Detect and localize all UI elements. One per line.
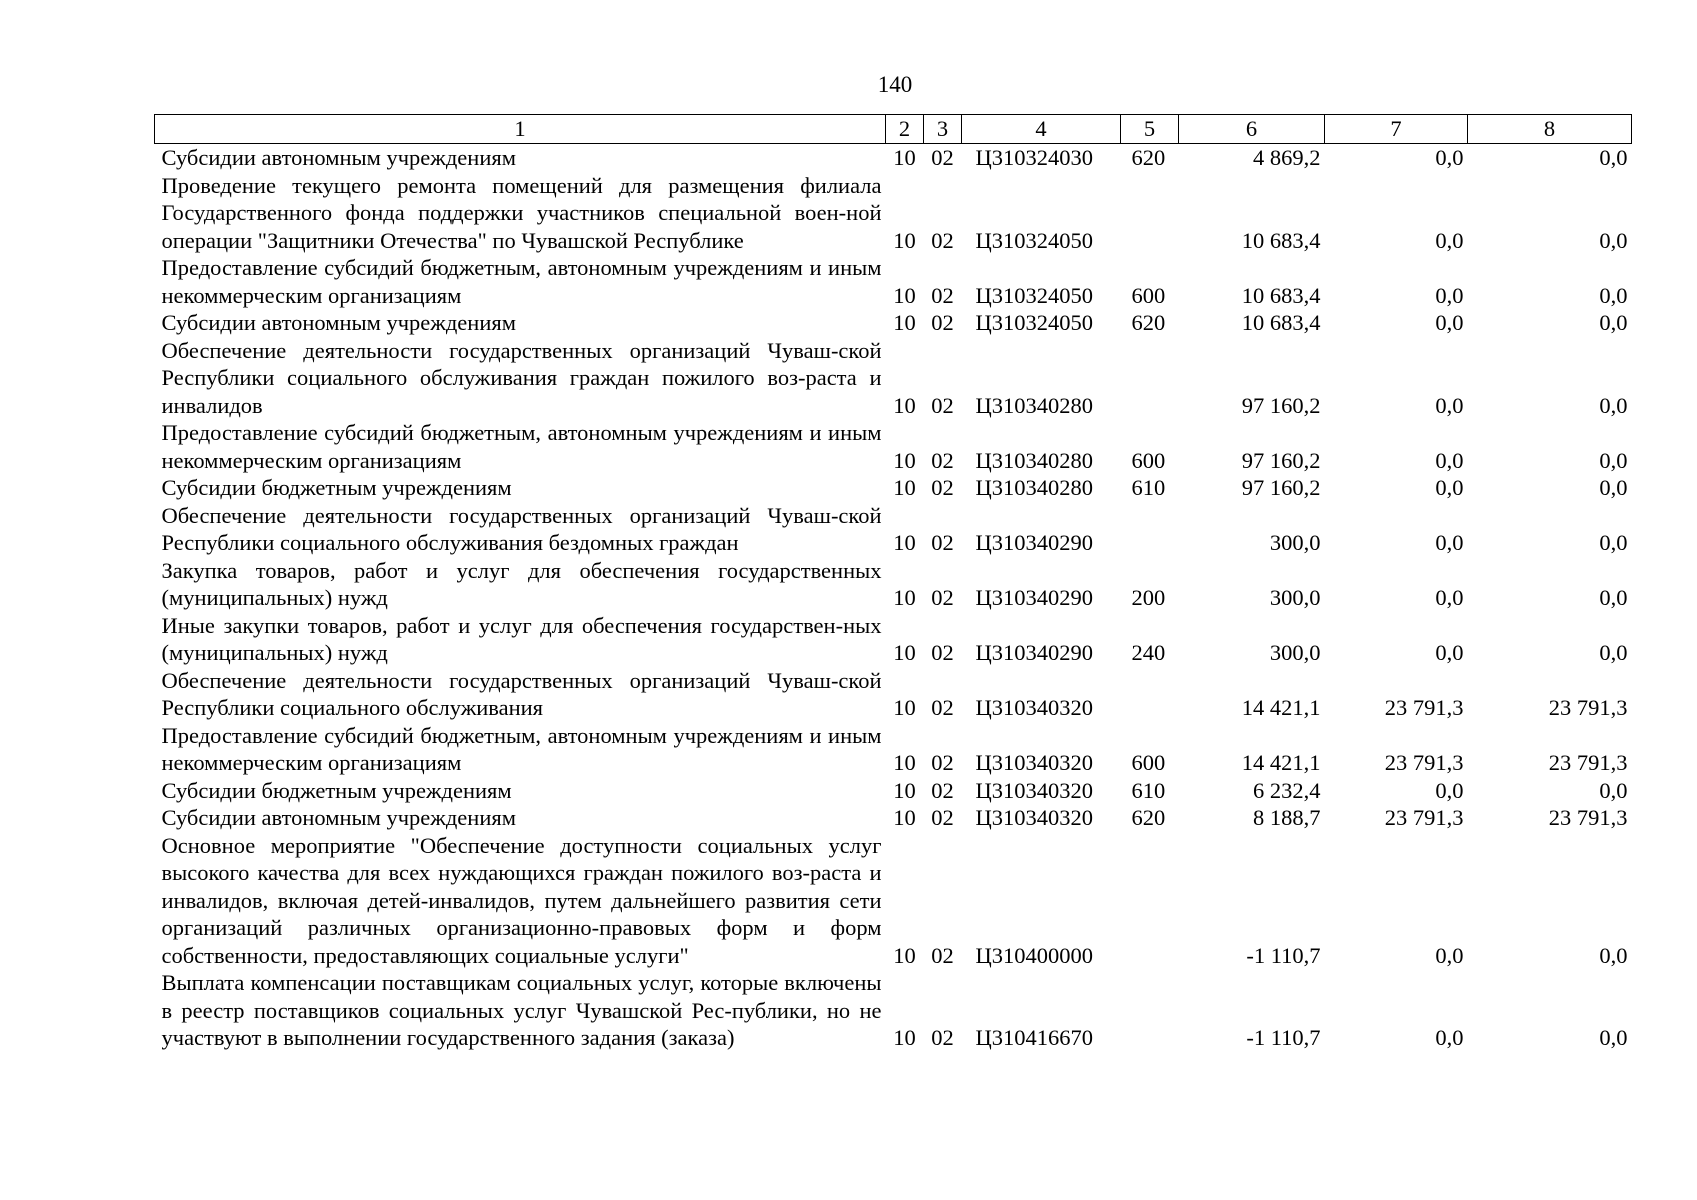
amount-col8-cell: 0,0 [1599, 475, 1628, 500]
description-cell: Проведение текущего ремонта помещений для размещения филиала Государственного фонда поддержки участников специальной воен-ной операции "Защитники Отечества" по Чувашской Республике [161, 172, 882, 253]
subsection-code-cell: 02 [931, 145, 954, 170]
target-article-cell: Ц310324050 [975, 310, 1093, 335]
expense-type-cell [1121, 337, 1179, 420]
subsection-code-cell: 02 [931, 750, 954, 775]
subsection-code-cell: 02 [931, 1025, 954, 1050]
section-code-cell: 10 [893, 310, 916, 335]
budget-table [154, 114, 1632, 1052]
amount-col8-cell: 0,0 [1599, 145, 1628, 170]
subsection-code-cell: 02 [931, 392, 954, 418]
target-article-cell: Ц310340280 [975, 392, 1093, 418]
table-row [155, 722, 1632, 777]
amount-col6-cell: 300,0 [1269, 585, 1321, 610]
target-article-cell: Ц310400000 [975, 942, 1093, 968]
subsection-code-cell: 02 [931, 310, 954, 335]
section-code-cell: 10 [893, 805, 916, 830]
target-article-cell: Ц310340290 [975, 585, 1093, 610]
column-header: 8 [1468, 115, 1632, 144]
amount-col6-cell: 14 421,1 [1241, 750, 1321, 775]
target-article-cell: Ц310340320 [975, 805, 1093, 830]
column-header: 5 [1121, 115, 1179, 144]
table-row [155, 557, 1632, 612]
section-code-cell: 10 [893, 392, 916, 418]
amount-col7-cell: 0,0 [1435, 310, 1464, 335]
amount-col6-cell: 10 683,4 [1241, 227, 1321, 253]
description-cell: Субсидии бюджетным учреждениям [161, 475, 512, 500]
amount-col8-cell: 23 791,3 [1548, 695, 1628, 720]
section-code-cell: 10 [893, 227, 916, 253]
description-cell: Выплата компенсации поставщикам социальных услуг, которые включены в реестр поставщиков социальных услуг Чувашской Рес-публики, но не участвуют в выполнении государственного задания (заказа) [161, 970, 882, 1050]
amount-col8-cell: 0,0 [1599, 1025, 1628, 1050]
section-code-cell: 10 [893, 145, 916, 170]
expense-type-cell [1121, 832, 1179, 970]
table-header-row [155, 115, 1632, 144]
target-article-cell: Ц310324030 [975, 145, 1093, 170]
expense-type-cell [1121, 172, 1179, 255]
target-article-cell: Ц310340280 [975, 475, 1093, 500]
amount-col6-cell: 6 232,4 [1253, 777, 1321, 803]
target-article-cell: Ц310340290 [975, 640, 1093, 665]
amount-col7-cell: 0,0 [1435, 475, 1464, 500]
description-cell: Субсидии автономным учреждениям [161, 310, 516, 335]
subsection-code-cell: 02 [931, 282, 954, 308]
amount-col7-cell: 0,0 [1435, 530, 1464, 555]
expense-type-cell [1121, 667, 1179, 722]
description-cell: Предоставление субсидий бюджетным, автономным учреждениям и иным некоммерческим организациям [161, 722, 882, 775]
expense-type-cell: 200 [1131, 585, 1166, 610]
section-code-cell: 10 [893, 282, 916, 308]
expense-type-cell: 610 [1131, 777, 1166, 803]
subsection-code-cell: 02 [931, 777, 954, 803]
amount-col6-cell: 300,0 [1269, 530, 1321, 555]
description-cell: Субсидии бюджетным учреждениям [161, 777, 512, 803]
page-number: 140 [877, 72, 913, 97]
table-body [155, 144, 1632, 1052]
subsection-code-cell: 02 [931, 447, 954, 473]
description-cell: Предоставление субсидий бюджетным, автономным учреждениям и иным некоммерческим организациям [161, 255, 882, 308]
subsection-code-cell: 02 [931, 805, 954, 830]
amount-col6-cell: -1 110,7 [1246, 1025, 1321, 1050]
table-row [155, 337, 1632, 420]
table-row [155, 832, 1632, 970]
section-code-cell: 10 [893, 640, 916, 665]
expense-type-cell [1121, 969, 1179, 1052]
section-code-cell: 10 [893, 585, 916, 610]
expense-type-cell: 240 [1131, 640, 1166, 665]
amount-col7-cell: 0,0 [1435, 777, 1464, 803]
table-row [155, 474, 1632, 502]
target-article-cell: Ц310340280 [975, 447, 1093, 473]
table-row [155, 144, 1632, 172]
amount-col8-cell: 0,0 [1599, 392, 1628, 418]
subsection-code-cell: 02 [931, 227, 954, 253]
amount-col7-cell: 0,0 [1435, 447, 1464, 473]
target-article-cell: Ц310416670 [975, 1025, 1093, 1050]
amount-col6-cell: 300,0 [1269, 640, 1321, 665]
section-code-cell: 10 [893, 777, 916, 803]
amount-col7-cell: 23 791,3 [1384, 695, 1464, 720]
description-cell: Основное мероприятие "Обеспечение доступности социальных услуг высокого качества для всех нуждающихся граждан пожилого воз-раста и инвалидов, включая детей-инвалидов, путем дальнейшего развития сети организаций различных организационно-правовых форм и форм собственности, предоставляющих социальные услуги" [161, 832, 882, 968]
table-row [155, 969, 1632, 1052]
table-row [155, 777, 1632, 805]
amount-col8-cell: 0,0 [1599, 227, 1628, 253]
amount-col6-cell: 10 683,4 [1241, 310, 1321, 335]
section-code-cell: 10 [893, 1025, 916, 1050]
target-article-cell: Ц310324050 [975, 227, 1093, 253]
description-cell: Субсидии автономным учреждениям [161, 805, 516, 830]
amount-col8-cell: 0,0 [1599, 777, 1628, 803]
expense-type-cell: 600 [1131, 447, 1166, 473]
amount-col8-cell: 0,0 [1599, 640, 1628, 665]
section-code-cell: 10 [893, 447, 916, 473]
table-row [155, 804, 1632, 832]
column-header: 2 [886, 115, 924, 144]
amount-col6-cell: 10 683,4 [1241, 282, 1321, 308]
amount-col7-cell: 23 791,3 [1384, 805, 1464, 830]
subsection-code-cell: 02 [931, 475, 954, 500]
column-header: 6 [1179, 115, 1325, 144]
subsection-code-cell: 02 [931, 640, 954, 665]
expense-type-cell: 620 [1131, 805, 1166, 830]
description-cell: Закупка товаров, работ и услуг для обеспечения государственных (муниципальных) нужд [161, 557, 882, 610]
amount-col8-cell: 0,0 [1599, 530, 1628, 555]
subsection-code-cell: 02 [931, 942, 954, 968]
table-row [155, 172, 1632, 255]
column-header: 1 [155, 115, 886, 144]
table-row [155, 309, 1632, 337]
amount-col6-cell: 97 160,2 [1241, 475, 1321, 500]
amount-col7-cell: 0,0 [1435, 392, 1464, 418]
amount-col7-cell: 23 791,3 [1384, 750, 1464, 775]
amount-col8-cell: 23 791,3 [1548, 750, 1628, 775]
target-article-cell: Ц310324050 [975, 282, 1093, 308]
expense-type-cell: 600 [1131, 750, 1166, 775]
section-code-cell: 10 [893, 530, 916, 555]
description-cell: Обеспечение деятельности государственных организаций Чуваш-ской Республики социального обслуживания граждан пожилого воз-раста и инвалидов [161, 337, 882, 418]
subsection-code-cell: 02 [931, 530, 954, 555]
amount-col8-cell: 0,0 [1599, 585, 1628, 610]
column-header: 7 [1325, 115, 1468, 144]
amount-col7-cell: 0,0 [1435, 585, 1464, 610]
table-row [155, 502, 1632, 557]
target-article-cell: Ц310340320 [975, 695, 1093, 720]
expense-type-cell [1121, 502, 1179, 557]
amount-col7-cell: 0,0 [1435, 942, 1464, 968]
target-article-cell: Ц310340290 [975, 530, 1093, 555]
amount-col8-cell: 0,0 [1599, 942, 1628, 968]
amount-col6-cell: 8 188,7 [1253, 805, 1321, 830]
amount-col7-cell: 0,0 [1435, 640, 1464, 665]
amount-col6-cell: 14 421,1 [1241, 695, 1321, 720]
subsection-code-cell: 02 [931, 695, 954, 720]
column-header: 3 [924, 115, 962, 144]
expense-type-cell: 620 [1131, 310, 1166, 335]
amount-col6-cell: 4 869,2 [1253, 145, 1321, 170]
amount-col7-cell: 0,0 [1435, 227, 1464, 253]
expense-type-cell: 620 [1131, 145, 1166, 170]
table-row [155, 612, 1632, 667]
section-code-cell: 10 [893, 942, 916, 968]
description-cell: Обеспечение деятельности государственных организаций Чуваш-ской Республики социального обслуживания бездомных граждан [161, 502, 882, 555]
description-cell: Предоставление субсидий бюджетным, автономным учреждениям и иным некоммерческим организациям [161, 420, 882, 473]
amount-col7-cell: 0,0 [1435, 145, 1464, 170]
section-code-cell: 10 [893, 475, 916, 500]
subsection-code-cell: 02 [931, 585, 954, 610]
expense-type-cell: 600 [1131, 282, 1166, 308]
amount-col6-cell: 97 160,2 [1241, 392, 1321, 418]
description-cell: Обеспечение деятельности государственных организаций Чуваш-ской Республики социального обслуживания [161, 667, 882, 720]
target-article-cell: Ц310340320 [975, 777, 1093, 803]
amount-col6-cell: -1 110,7 [1246, 942, 1321, 968]
amount-col8-cell: 23 791,3 [1548, 805, 1628, 830]
description-cell: Иные закупки товаров, работ и услуг для обеспечения государствен-ных (муниципальных) нужд [161, 612, 882, 665]
expense-type-cell: 610 [1131, 475, 1166, 500]
amount-col8-cell: 0,0 [1599, 282, 1628, 308]
description-cell: Субсидии автономным учреждениям [161, 145, 516, 170]
amount-col8-cell: 0,0 [1599, 447, 1628, 473]
amount-col8-cell: 0,0 [1599, 310, 1628, 335]
target-article-cell: Ц310340320 [975, 750, 1093, 775]
table-row [155, 667, 1632, 722]
column-header: 4 [962, 115, 1121, 144]
amount-col6-cell: 97 160,2 [1241, 447, 1321, 473]
amount-col7-cell: 0,0 [1435, 282, 1464, 308]
section-code-cell: 10 [893, 750, 916, 775]
table-row [155, 419, 1632, 474]
amount-col7-cell: 0,0 [1435, 1025, 1464, 1050]
table-row [155, 254, 1632, 309]
section-code-cell: 10 [893, 695, 916, 720]
